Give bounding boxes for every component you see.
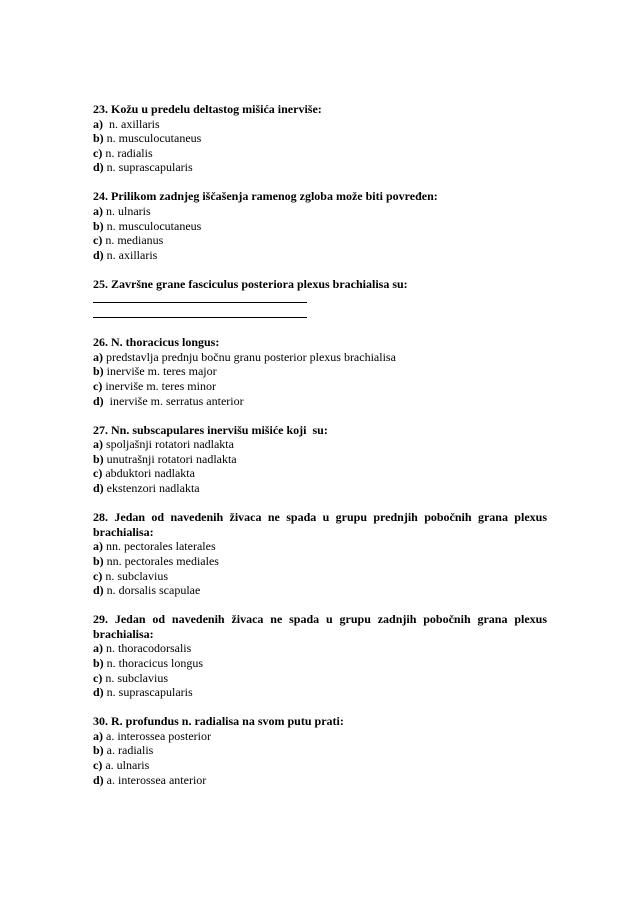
answer-option xyxy=(93,758,547,773)
answer-letter: a) xyxy=(93,116,103,131)
answer-option xyxy=(93,248,547,263)
answer-letter: c) xyxy=(93,379,103,393)
answer-text: n. axillaris xyxy=(103,247,158,262)
answer-letter: a) xyxy=(93,349,103,364)
question-23 xyxy=(93,102,547,175)
answer-text: n. subclavius xyxy=(102,568,168,583)
answer-letter: b) xyxy=(93,743,104,758)
answer-letter: b) xyxy=(93,364,104,379)
question-29 xyxy=(93,612,547,700)
answer-letter: d) xyxy=(93,481,104,496)
answer-option xyxy=(93,685,547,700)
answer-letter: a) xyxy=(93,728,103,743)
answer-letter: c) xyxy=(93,670,103,685)
answer-text: inerviše m. teres minor xyxy=(102,379,216,393)
answer-option xyxy=(93,146,547,161)
answer-option xyxy=(93,671,547,686)
answer-letter: a) xyxy=(93,641,103,656)
answer-option xyxy=(93,364,547,379)
question-25 xyxy=(93,277,547,321)
answer-text: n. suprascapularis xyxy=(103,685,193,700)
answer-text: inerviše m. serratus anterior xyxy=(103,393,244,408)
answer-letter: d) xyxy=(93,160,104,175)
answer-letter: b) xyxy=(93,553,104,568)
answer-letter: a) xyxy=(93,539,103,554)
answer-text: spoljašnji rotatori nadlakta xyxy=(103,437,234,452)
answer-option xyxy=(93,569,547,584)
question-title: 28. Jedan od navedenih živaca ne spada u grupu prednjih pobočnih grana plexus brachialisa: xyxy=(93,510,547,539)
answer-letter: a) xyxy=(93,437,103,452)
answer-option xyxy=(93,160,547,175)
answer-option xyxy=(93,204,547,219)
answer-letter: a) xyxy=(93,204,103,219)
answer-option xyxy=(93,233,547,248)
answer-text: n. thoracodorsalis xyxy=(103,641,192,656)
answer-letter: b) xyxy=(93,131,104,146)
answer-text: n. radialis xyxy=(102,145,153,160)
answer-option xyxy=(93,539,547,554)
question-26 xyxy=(93,335,547,408)
answer-option xyxy=(93,466,547,481)
answer-option xyxy=(93,219,547,234)
answer-option xyxy=(93,554,547,569)
answer-text: a. ulnaris xyxy=(102,758,150,773)
answer-letter: d) xyxy=(93,393,104,408)
exam-page xyxy=(93,102,547,802)
answer-letter: b) xyxy=(93,218,104,233)
answer-letter: b) xyxy=(93,656,104,670)
question-title: 26. N. thoracicus longus: xyxy=(93,335,220,350)
answer-text: a. radialis xyxy=(103,743,154,758)
answer-text: nn. pectorales mediales xyxy=(103,553,219,568)
question-title: 25. Završne grane fasciculus posteriora plexus brachialisa su: xyxy=(93,276,408,291)
answer-text: n. musculocutaneus xyxy=(103,218,202,233)
answer-text: unutrašnji rotatori nadlakta xyxy=(103,451,237,466)
answer-option xyxy=(93,481,547,496)
answer-letter: d) xyxy=(93,772,104,787)
answer-letter: c) xyxy=(93,758,103,773)
answer-text: n. medianus xyxy=(102,233,164,248)
question-title: 24. Prilikom zadnjeg iščašenja ramenog zgloba može biti povređen: xyxy=(93,189,438,204)
question-24 xyxy=(93,189,547,262)
answer-text: a. interossea anterior xyxy=(103,772,207,787)
answer-letter: c) xyxy=(93,466,103,481)
answer-letter: b) xyxy=(93,451,104,466)
question-27 xyxy=(93,423,547,496)
answer-option xyxy=(93,743,547,758)
answer-text: a. interossea posterior xyxy=(103,728,211,743)
answer-text: n. dorsalis scapulae xyxy=(103,583,201,598)
answer-letter: c) xyxy=(93,233,103,248)
answer-blank-line xyxy=(93,306,307,321)
answer-option xyxy=(93,641,547,656)
question-title: 27. Nn. subscapulares inervišu mišiće koji su: xyxy=(93,422,328,437)
answer-text: n. subclavius xyxy=(102,670,168,685)
answer-letter: d) xyxy=(93,247,104,262)
answer-option xyxy=(93,379,547,394)
answer-text: n. musculocutaneus xyxy=(103,131,202,146)
answer-option xyxy=(93,583,547,598)
answer-text: n. ulnaris xyxy=(103,204,151,219)
answer-option xyxy=(93,437,547,452)
answer-text: n. axillaris xyxy=(103,116,160,131)
answer-text: abduktori nadlakta xyxy=(102,466,195,481)
question-title: 29. Jedan od navedenih živaca ne spada u grupu zadnjih pobočnih grana plexus brachialisa: xyxy=(93,612,547,641)
answer-option xyxy=(93,452,547,467)
question-title: 23. Kožu u predelu deltastog mišića inerviše: xyxy=(93,102,322,116)
answer-option xyxy=(93,117,547,132)
answer-option xyxy=(93,729,547,744)
question-title: 30. R. profundus n. radialisa na svom putu prati: xyxy=(93,714,344,729)
answer-text: ekstenzori nadlakta xyxy=(103,481,200,496)
answer-text: predstavlja prednju bočnu granu posterior plexus brachialisa xyxy=(103,349,396,364)
answer-text: inerviše m. teres major xyxy=(103,364,217,379)
answer-text: n. suprascapularis xyxy=(103,160,193,175)
answer-option xyxy=(93,350,547,365)
question-30 xyxy=(93,714,547,787)
answer-text: n. thoracicus longus xyxy=(103,656,203,670)
answer-option xyxy=(93,656,547,671)
question-28 xyxy=(93,510,547,598)
answer-letter: d) xyxy=(93,583,104,598)
answer-letter: c) xyxy=(93,145,103,160)
answer-option xyxy=(93,131,547,146)
answer-text: nn. pectorales laterales xyxy=(103,539,216,554)
answer-option xyxy=(93,394,547,409)
answer-letter: d) xyxy=(93,685,104,700)
answer-option xyxy=(93,773,547,788)
answer-letter: c) xyxy=(93,568,103,583)
answer-blank-line xyxy=(93,292,307,307)
